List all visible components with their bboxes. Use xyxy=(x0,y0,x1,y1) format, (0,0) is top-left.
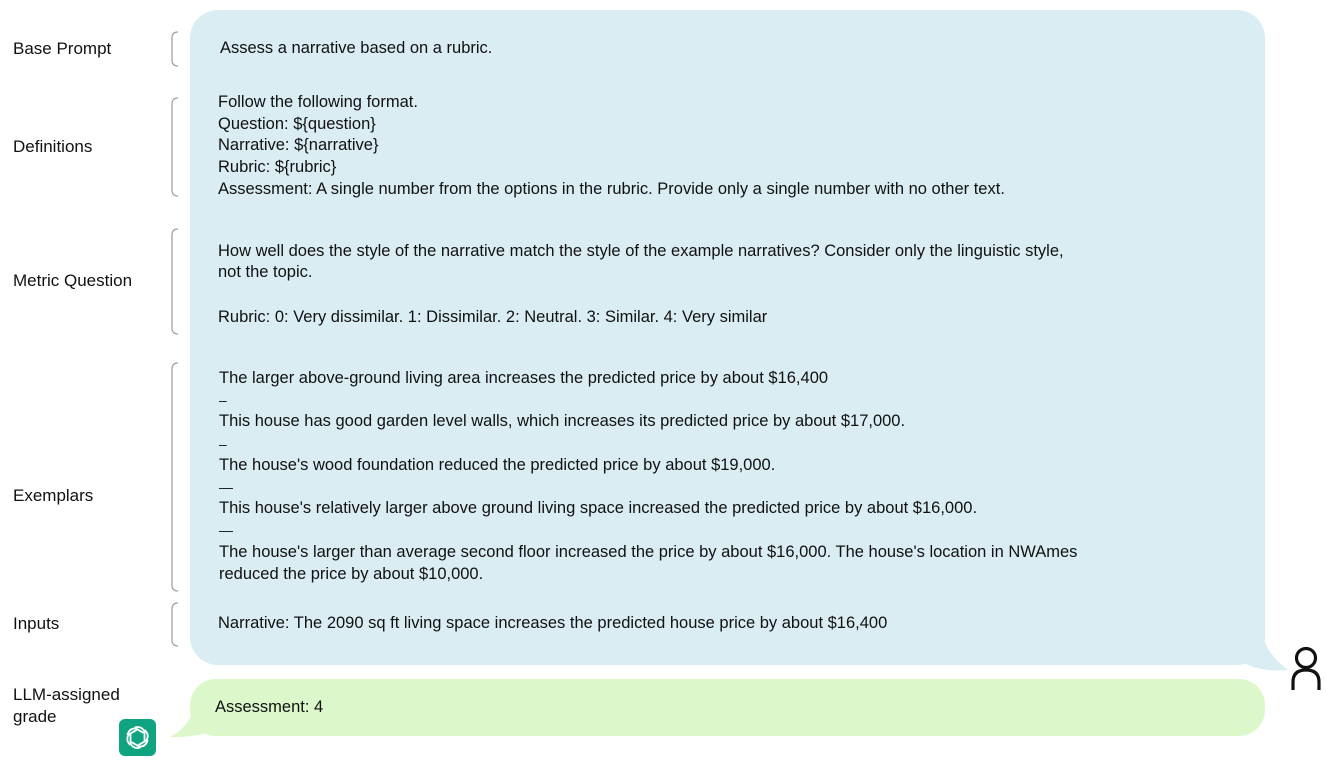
exemplar-separator: – xyxy=(219,392,227,408)
brace-exemplars xyxy=(168,362,182,592)
definitions-line: Assessment: A single number from the options in the rubric. Provide only a single number with no other text. xyxy=(218,180,1005,198)
input-narrative-text: Narrative: The 2090 sq ft living space increases the predicted house price by about $16,400 xyxy=(218,614,888,632)
assessment-text: Assessment: 4 xyxy=(215,698,324,716)
label-inputs: Inputs xyxy=(13,614,60,633)
label-llm-grade-line1: LLM-assigned xyxy=(13,685,120,704)
exemplar-separator: – xyxy=(219,436,227,452)
brace-metric-question xyxy=(168,228,182,335)
exemplar-line: This house has good garden level walls, which increases its predicted price by about $17,000. xyxy=(219,412,906,430)
base-prompt-text: Assess a narrative based on a rubric. xyxy=(220,39,493,57)
label-exemplars: Exemplars xyxy=(13,486,94,505)
brace-definitions xyxy=(168,97,182,197)
exemplar-separator: — xyxy=(219,479,233,495)
label-definitions: Definitions xyxy=(13,137,93,156)
definitions-line: Question: ${question} xyxy=(218,115,376,133)
label-llm-grade-line2: grade xyxy=(13,707,57,726)
openai-logo-icon xyxy=(119,719,156,756)
exemplar-separator: — xyxy=(219,522,233,538)
brace-base-prompt xyxy=(168,31,182,67)
user-icon xyxy=(1290,646,1322,692)
brace-inputs xyxy=(168,602,182,647)
exemplar-line: The larger above-ground living area increases the predicted price by about $16,400 xyxy=(219,369,829,387)
exemplar-line: reduced the price by about $10,000. xyxy=(219,565,484,583)
metric-question-line: not the topic. xyxy=(218,263,313,281)
definitions-line: Rubric: ${rubric} xyxy=(218,158,337,176)
reply-bubble xyxy=(190,679,1265,736)
definitions-line: Follow the following format. xyxy=(218,93,418,111)
label-base-prompt: Base Prompt xyxy=(13,39,112,58)
definitions-line: Narrative: ${narrative} xyxy=(218,136,379,154)
reply-bubble-tail xyxy=(168,700,218,740)
prompt-bubble-tail xyxy=(1232,630,1292,675)
exemplar-line: This house's relatively larger above ground living space increased the predicted price by about $16,000. xyxy=(219,499,978,517)
metric-question-line: How well does the style of the narrative match the style of the example narratives? Consider only the linguistic style, xyxy=(218,242,1064,260)
rubric-text: Rubric: 0: Very dissimilar. 1: Dissimilar. 2: Neutral. 3: Similar. 4: Very similar xyxy=(218,308,768,326)
label-metric-question: Metric Question xyxy=(13,271,133,290)
exemplar-line: The house's larger than average second floor increased the price by about $16,000. The house's location in NWAmes xyxy=(219,543,1078,561)
exemplar-line: The house's wood foundation reduced the predicted price by about $19,000. xyxy=(219,456,776,474)
